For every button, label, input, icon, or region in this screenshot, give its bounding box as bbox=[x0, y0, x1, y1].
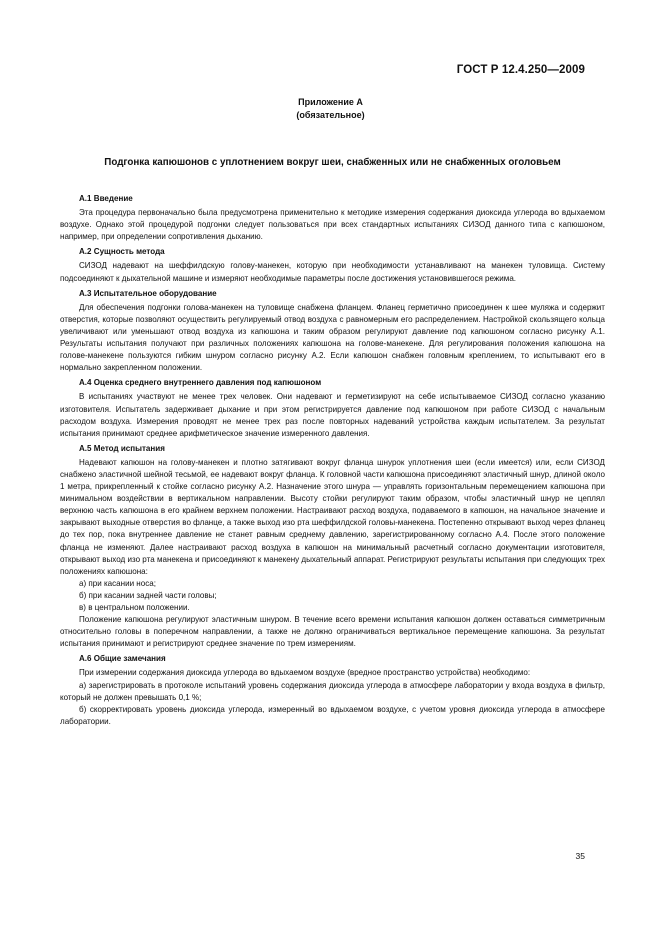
page-number: 35 bbox=[575, 851, 585, 861]
section-a6-item-a: а) зарегистрировать в протоколе испытаний уровень содержания диоксида углерода в атмосфере лаборатории у входа воздуха в фильтр, который не должен превышать 0,1 %; bbox=[60, 680, 605, 702]
section-a4-paragraph: В испытаниях участвуют не менее трех человек. Они надевают и герметизируют на себе испытываемое СИЗОД согласно указанию изготовителя. Испытатель задерживает дыхание и при этом регистрируется давление под капюшоном при работе СИЗОД с начальным расходом воздуха. Измерения проводят не менее трех раз после повторных надеваний устройства каждым испытателем. За результат испытания принимают среднее арифметическое значение измеренного давления. bbox=[60, 392, 605, 438]
section-a5-paragraph: Надевают капюшон на голову-манекен и плотно затягивают вокруг фланца шнурок уплотнения шеи (если имеется) или, если СИЗОД снабжено эластичной шейной тесьмой, ее надевают вокруг фланца. К головной части капюшона присоединяют эластичный шнур, длиной около 1 метра, прикрепленный к стойке согласно рисунку А.2. Назначение этого шнура — управлять горизонтальным перемещением капюшона при минимальном воздействии в вертикальном направлении. Высоту стойки регулируют таким образом, чтобы эластичный шнур не цеплял верхнюю часть капюшона в его крайнем верхнем положении. Настраивают расход воздуха, подаваемого в капюшон, на начальное значение и закрывают выходные отверстия во фланце, а также выход изо рта шеффилдской головы-манекена. Постепенно открывают выход через фланец до тех пор, пока внутреннее давление не станет равным среднему давлению, зарегистрированному согласно А.4. После этого положение фланца не изменяют. Далее настраивают расход воздуха в капюшон на минимальный расчетный согласно документации изготовителя, открывают выход изо рта манекена и присоединяют к манекену дыхательный аппарат. Регистрируют результаты испытания при следующих трех положениях капюшона: bbox=[60, 457, 605, 576]
section-heading-a5: А.5 Метод испытания bbox=[79, 443, 165, 453]
section-a1-paragraph: Эта процедура первоначально была предусмотрена применительно к методике измерения содержания диоксида углерода во вдыхаемом воздухе. Однако этой процедурой подгонки следует пользоваться при всех стандартных испытаниях СИЗОД данного типа с капюшоном, например, при определении сопротивления дыханию. bbox=[60, 208, 605, 242]
section-heading-a4: А.4 Оценка среднего внутреннего давления под капюшоном bbox=[79, 378, 322, 388]
section-a5-closing-paragraph: Положение капюшона регулируют эластичным шнуром. В течение всего времени испытания капюшон должен оставаться симметричным относительно головы в поперечном направлении, а также не должно ограничиваться вертикальное перемещение капюшона. За результат испытания принимают и регистрируют среднее значение по трем измерениям. bbox=[60, 615, 605, 649]
document-code: ГОСТ Р 12.4.250—2009 bbox=[456, 64, 585, 76]
annex-title: Приложение А bbox=[298, 97, 363, 107]
section-heading-a6: А.6 Общие замечания bbox=[79, 654, 166, 664]
document-body bbox=[60, 190, 605, 728]
list-item-center: в) в центральном положении. bbox=[79, 603, 190, 612]
section-heading-a2: А.2 Сущность метода bbox=[79, 247, 165, 257]
section-heading-a1: А.1 Введение bbox=[79, 194, 133, 203]
annex-status: (обязательное) bbox=[296, 110, 365, 120]
section-a6-intro: При измерении содержания диоксида углерода во вдыхаемом воздухе (вредное пространство устройства) необходимо: bbox=[79, 668, 531, 678]
list-item-nose: а) при касании носа; bbox=[79, 578, 156, 588]
main-title: Подгонка капюшонов с уплотнением вокруг шеи, снабженных или не снабженных оголовьем bbox=[104, 157, 561, 168]
section-a3-paragraph: Для обеспечения подгонки голова-манекен на туловище снабжена фланцем. Фланец герметично присоединен к шее муляжа и содержит отверстия, которые позволяют осуществить регулируемый отвод воздуха с равномерным его распределением. Настройкой скользящего кольца увеличивают или уменьшают отвод воздуха из капюшона и таким образом регулируют давление под капюшоном согласно рисунку А.1. Результаты испытания получают при различных положениях капюшона на голове-манекене. Для регулирования положения капюшона на голове-манекене пользуются гибким шнуром согласно рисунку А.2. Если капюшон снабжен головным креплением, то испытывают его в нормально закрепленном положении. bbox=[60, 302, 605, 373]
section-a2-paragraph: СИЗОД надевают на шеффилдскую голову-манекен, которую при необходимости устанавливают на манекен туловища. Систему подсоединяют к дыхательной машине и измеряют необходимые параметры после достижения установившегося режима. bbox=[60, 261, 605, 283]
list-item-back-of-head: б) при касании задней части головы; bbox=[79, 590, 217, 600]
section-a6-item-b: б) скорректировать уровень диоксида углерода, измеренный во вдыхаемом воздухе, с учетом уровня диоксида углерода в атмосфере лаборатории. bbox=[60, 704, 605, 726]
section-heading-a3: А.3 Испытательное оборудование bbox=[79, 288, 217, 298]
